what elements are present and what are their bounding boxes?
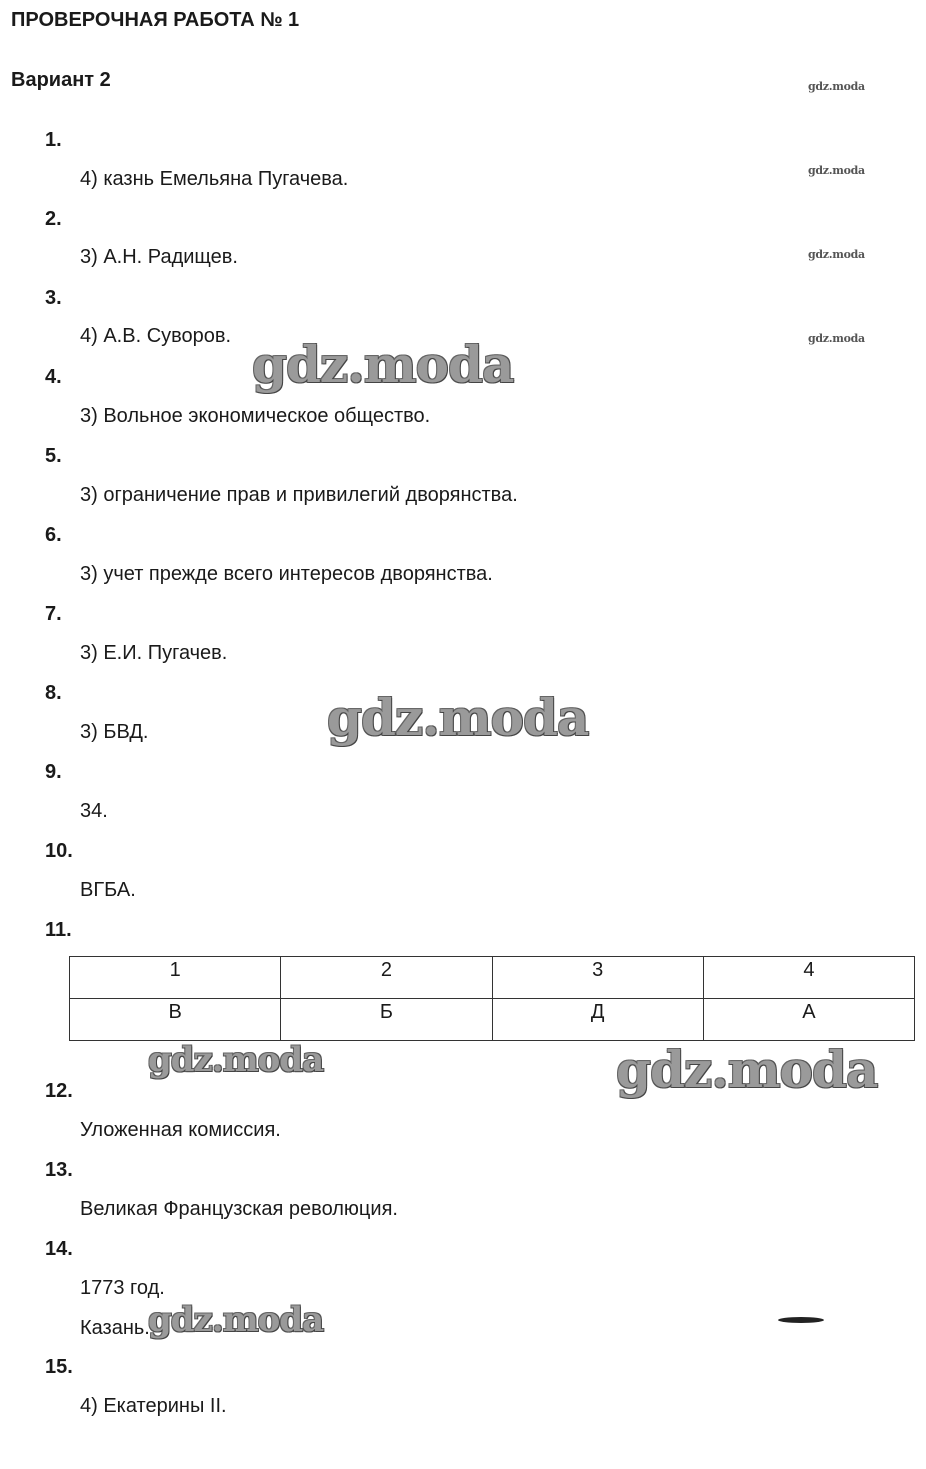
answer-text: 1773 год.	[80, 1277, 165, 1299]
answer-text: 3) Вольное экономическое общество.	[80, 405, 431, 427]
answer-text: 4) Екатерины II.	[80, 1395, 227, 1417]
watermark-large: gdz.moda	[148, 1300, 324, 1340]
question-number: 12.	[45, 1080, 73, 1102]
ink-smudge	[778, 1317, 824, 1323]
answer-text: ВГБА.	[80, 879, 136, 901]
question-number: 3.	[45, 287, 62, 309]
table-cell: А	[703, 999, 914, 1041]
question-number: 6.	[45, 524, 62, 546]
table-header-row	[70, 957, 915, 999]
table-cell: 2	[281, 957, 492, 999]
table-cell: В	[70, 999, 281, 1041]
question-number: 11.	[45, 919, 72, 941]
table-cell: 1	[70, 957, 281, 999]
watermark-small: gdz.moda	[808, 164, 865, 177]
answer-text: Уложенная комиссия.	[80, 1119, 281, 1141]
table-cell: Б	[281, 999, 492, 1041]
watermark-small: gdz.moda	[808, 332, 865, 345]
table-cell: 3	[492, 957, 703, 999]
answer-text: 34.	[80, 800, 108, 822]
matching-table	[69, 956, 915, 1041]
answer-text: 3) учет прежде всего интересов дворянства.	[80, 563, 493, 585]
question-number: 13.	[45, 1159, 73, 1181]
question-number: 2.	[45, 208, 62, 230]
watermark-small: gdz.moda	[808, 80, 865, 93]
answer-text: 3) Е.И. Пугачев.	[80, 642, 228, 664]
question-number: 10.	[45, 840, 73, 862]
answer-text: 3) А.Н. Радищев.	[80, 246, 238, 268]
question-number: 15.	[45, 1356, 73, 1378]
answer-text: Казань.	[80, 1317, 150, 1339]
page-title: ПРОВЕРОЧНАЯ РАБОТА № 1	[11, 9, 300, 31]
question-number: 8.	[45, 682, 62, 704]
watermark-large: gdz.moda	[616, 1040, 878, 1099]
answer-text: 4) казнь Емельяна Пугачева.	[80, 168, 349, 190]
watermark-large: gdz.moda	[252, 335, 514, 394]
question-number: 14.	[45, 1238, 73, 1260]
table-cell: 4	[703, 957, 914, 999]
variant-heading: Вариант 2	[11, 69, 111, 91]
watermark-large: gdz.moda	[148, 1040, 324, 1080]
question-number: 4.	[45, 366, 62, 388]
answer-text: 3) БВД.	[80, 721, 149, 743]
watermark-small: gdz.moda	[808, 248, 865, 261]
watermark-large: gdz.moda	[327, 688, 589, 747]
question-number: 1.	[45, 129, 62, 151]
table-row	[70, 999, 915, 1041]
answer-text: 4) А.В. Суворов.	[80, 325, 232, 347]
question-number: 7.	[45, 603, 62, 625]
question-number: 9.	[45, 761, 62, 783]
answer-text: 3) ограничение прав и привилегий дворянства.	[80, 484, 518, 506]
table-cell: Д	[492, 999, 703, 1041]
question-number: 5.	[45, 445, 62, 467]
answer-text: Великая Французская революция.	[80, 1198, 398, 1220]
